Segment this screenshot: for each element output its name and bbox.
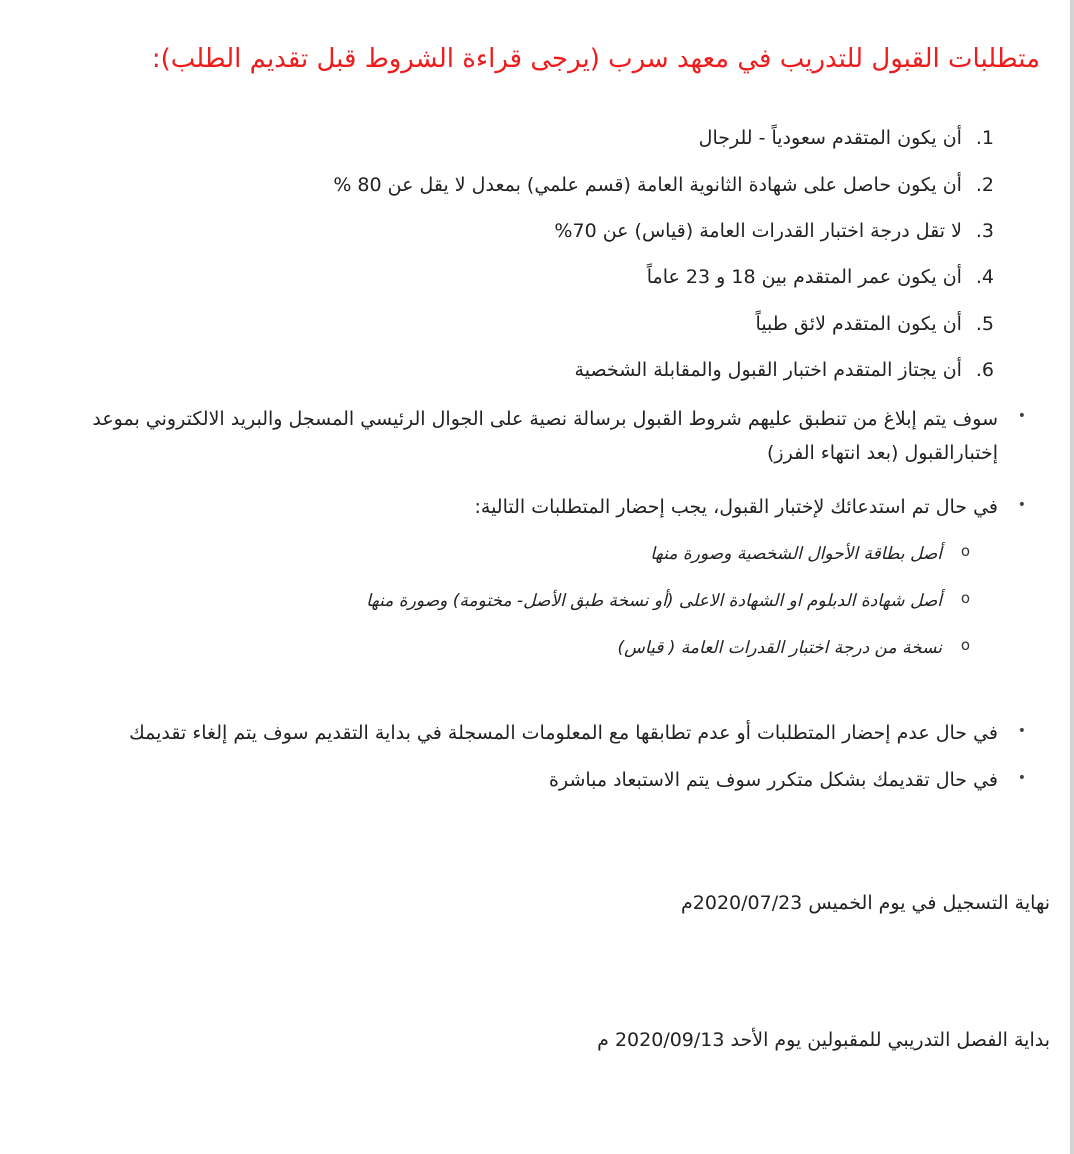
requirement-item-1 xyxy=(699,123,994,153)
requirement-item-5 xyxy=(756,309,994,339)
requirement-text: أن يكون حاصل على شهادة الثانوية العامة (قسم علمي) بمعدل لا يقل عن 80 % xyxy=(333,174,962,196)
required-documents-intro: في حال تم استدعائك لإختبار القبول، يجب إحضار المتطلبات التالية: xyxy=(474,496,998,518)
bullet-mark: • xyxy=(1017,497,1026,513)
document-item-diploma: أصل شهادة الدبلوم او الشهادة الاعلى (أو نسخة طبق الأصل- مختومة) وصورة منها xyxy=(366,591,942,611)
requirement-item-6 xyxy=(575,355,994,385)
page-title: متطلبات القبول للتدريب في معهد سرب (يرجى قراءة الشروط قبل تقديم الطلب): xyxy=(151,44,1040,74)
notification-note: سوف يتم إبلاغ من تنطبق عليهم شروط القبول برسالة نصية على الجوال الرئيسي المسجل والبريد الالكتروني بموعد إختبارالقبول (بعد انتهاء الفرز) xyxy=(92,408,998,464)
requirement-item-3 xyxy=(554,216,994,246)
sub-bullet-mark: o xyxy=(960,636,970,654)
requirement-number: 2. xyxy=(975,174,994,196)
bullet-mark: • xyxy=(1017,770,1026,786)
requirement-item-4 xyxy=(647,262,994,292)
sub-bullet-mark: o xyxy=(960,589,970,607)
requirement-number: 1. xyxy=(975,127,994,149)
requirement-item-2 xyxy=(333,170,994,200)
cancellation-note: في حال عدم إحضار المتطلبات أو عدم تطابقها مع المعلومات المسجلة في بداية التقديم سوف يتم إلغاء تقديمك xyxy=(129,722,998,744)
document-item-qiyas-score: نسخة من درجة اختبار القدرات العامة ( قياس) xyxy=(617,638,942,658)
requirement-number: 6. xyxy=(975,359,994,381)
requirement-number: 4. xyxy=(975,266,994,288)
requirement-number: 3. xyxy=(975,220,994,242)
requirement-text: أن يكون عمر المتقدم بين 18 و 23 عاماً xyxy=(646,266,962,288)
bullet-mark: • xyxy=(1017,408,1026,424)
requirement-text: أن يجتاز المتقدم اختبار القبول والمقابلة الشخصية xyxy=(574,359,962,381)
semester-start-date: بداية الفصل التدريبي للمقبولين يوم الأحد 2020/09/13 م xyxy=(597,1029,1050,1051)
bullet-mark: • xyxy=(1017,723,1026,739)
sub-bullet-mark: o xyxy=(960,542,970,560)
repeat-application-note: في حال تقديمك بشكل متكرر سوف يتم الاستبعاد مباشرة xyxy=(549,769,998,791)
requirement-text: أن يكون المتقدم لائق طبياً xyxy=(755,313,962,335)
document-item-id-card: أصل بطاقة الأحوال الشخصية وصورة منها xyxy=(650,544,942,564)
registration-end-date: نهاية التسجيل في يوم الخميس 2020/07/23م xyxy=(681,892,1050,914)
requirement-text: أن يكون المتقدم سعودياً - للرجال xyxy=(698,127,962,149)
requirement-number: 5. xyxy=(975,313,994,335)
requirement-text: لا تقل درجة اختبار القدرات العامة (قياس) عن 70% xyxy=(554,220,962,242)
